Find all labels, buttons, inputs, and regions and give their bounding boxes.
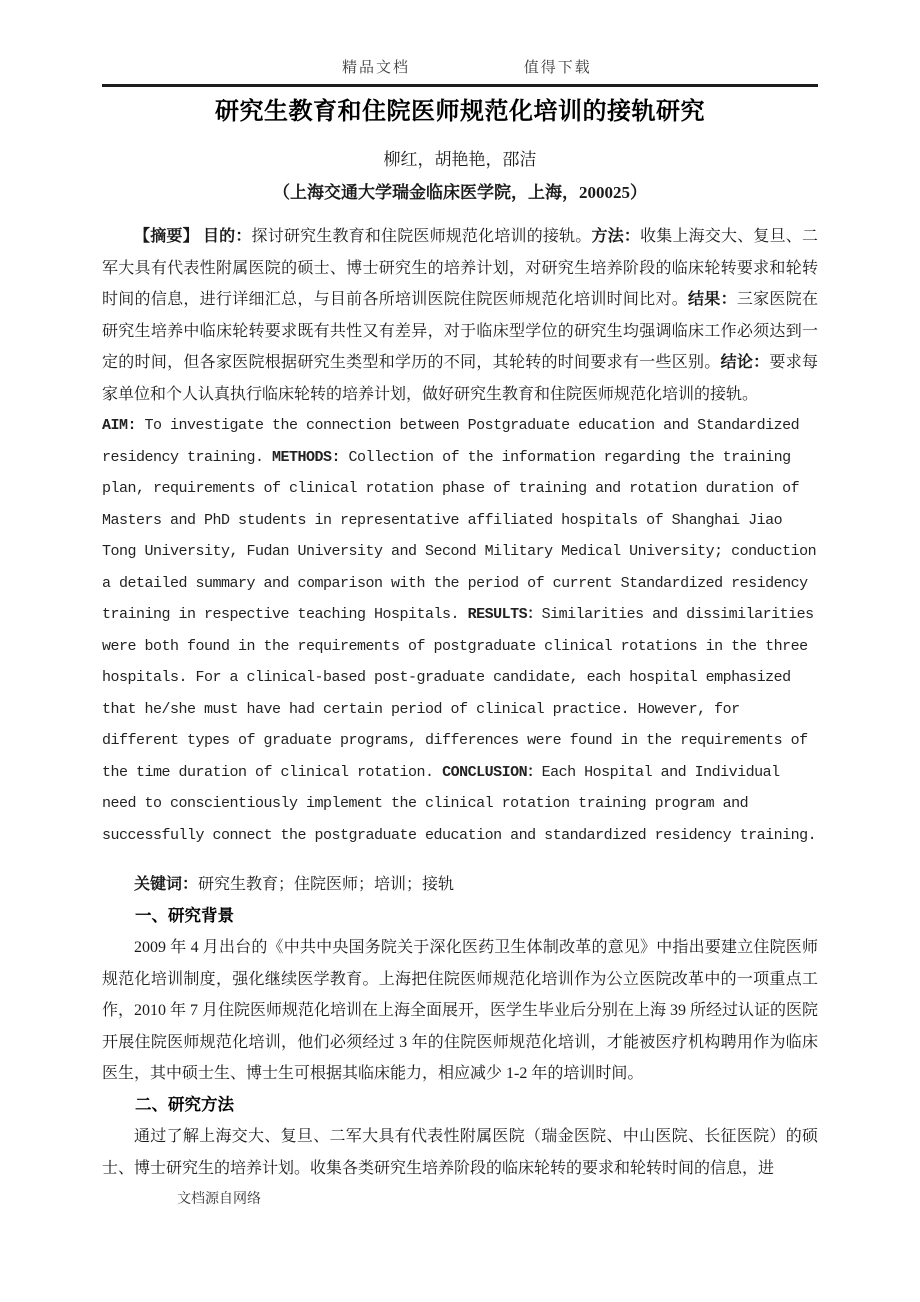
header-rule [102, 84, 818, 87]
header-label-right: 值得下载 [523, 60, 592, 76]
section-heading-methods: 二、研究方法 [135, 1095, 234, 1114]
header-label-left: 精品文档 [342, 60, 411, 76]
abstract-english: AIM: To investigate the connection between Postgraduate education and Standardized residency training. METHODS: Collection of the information regarding the training plan, requirements of clinical rotation phase of training and rotation duration of Masters and PhD students in representative affiliated hospitals of Shanghai Jiao Tong University, Fudan University and Second Military Medical University; conduction a detailed summary and comparison with the period of current Standardized residency training in respective teaching Hospitals. RESULTS：Similarities and dissimilarities were both found in the requirements of postgraduate clinical rotations in the three hospitals. For a clinical-based post-graduate candidate, each hospital emphasized that he/she must have had certain period of clinical practice. However, for different types of graduate programs, differences were found in the requirements of the time duration of clinical rotation. CONCLUSION：Each Hospital and Individual need to conscientiously implement the clinical rotation training program and successfully connect the postgraduate education and standardized residency training. [102, 417, 817, 844]
abstract-chinese: 【摘要】 目的：探讨研究生教育和住院医师规范化培训的接轨。方法：收集上海交大、复旦、二军大具有代表性附属医院的硕士、博士研究生的培养计划，对研究生培养阶段的临床轮转要求和轮转时间的信息，进行详细汇总，与目前各所培训医院住院医师规范化培训时间比对。结果：三家医院在研究生培养中临床轮转要求既有共性又有差异，对于临床型学位的研究生均强调临床工作必须达到一定的时间，但各家医院根据研究生类型和学历的不同，其轮转的时间要求有一些区别。结论：要求每家单位和个人认真执行临床轮转的培养计划，做好研究生教育和住院医师规范化培训的接轨。 [102, 228, 818, 403]
page-title: 研究生教育和住院医师规范化培训的接轨研究 [215, 98, 705, 125]
authors-line: 柳红，胡艳艳，邵洁 [383, 150, 537, 169]
keywords-line: 关键词：研究生教育；住院医师；培训；接轨 [134, 876, 455, 893]
affiliation-line: （上海交通大学瑞金临床医学院，上海，200025） [273, 183, 647, 202]
section-paragraph-background: 2009 年 4 月出台的《中共中央国务院关于深化医药卫生体制改革的意见》中指出要建立住院医师规范化培训制度，强化继续医学教育。上海把住院医师规范化培训作为公立医院改革中的一项重点工作，2010 年 7 月住院医师规范化培训在上海全面展开，医学生毕业后分别在上海 39 所经过认证的医院开展住院医师规范化培训，他们必须经过 3 年的住院医师规范化培训，才能被医疗机构聘用作为临床医生，其中硕士生、博士生可根据其临床能力，相应减少 1-2 年的培训时间。 [102, 939, 819, 1082]
section-heading-background: 一、研究背景 [135, 906, 234, 925]
page-header [102, 0, 818, 78]
section-paragraph-methods: 通过了解上海交大、复旦、二军大具有代表性附属医院（瑞金医院、中山医院、长征医院）的硕士、博士研究生的培养计划。收集各类研究生培养阶段的临床轮转的要求和轮转时间的信息，进 [102, 1128, 818, 1177]
footer-note: 文档源自网络 [177, 1192, 261, 1207]
